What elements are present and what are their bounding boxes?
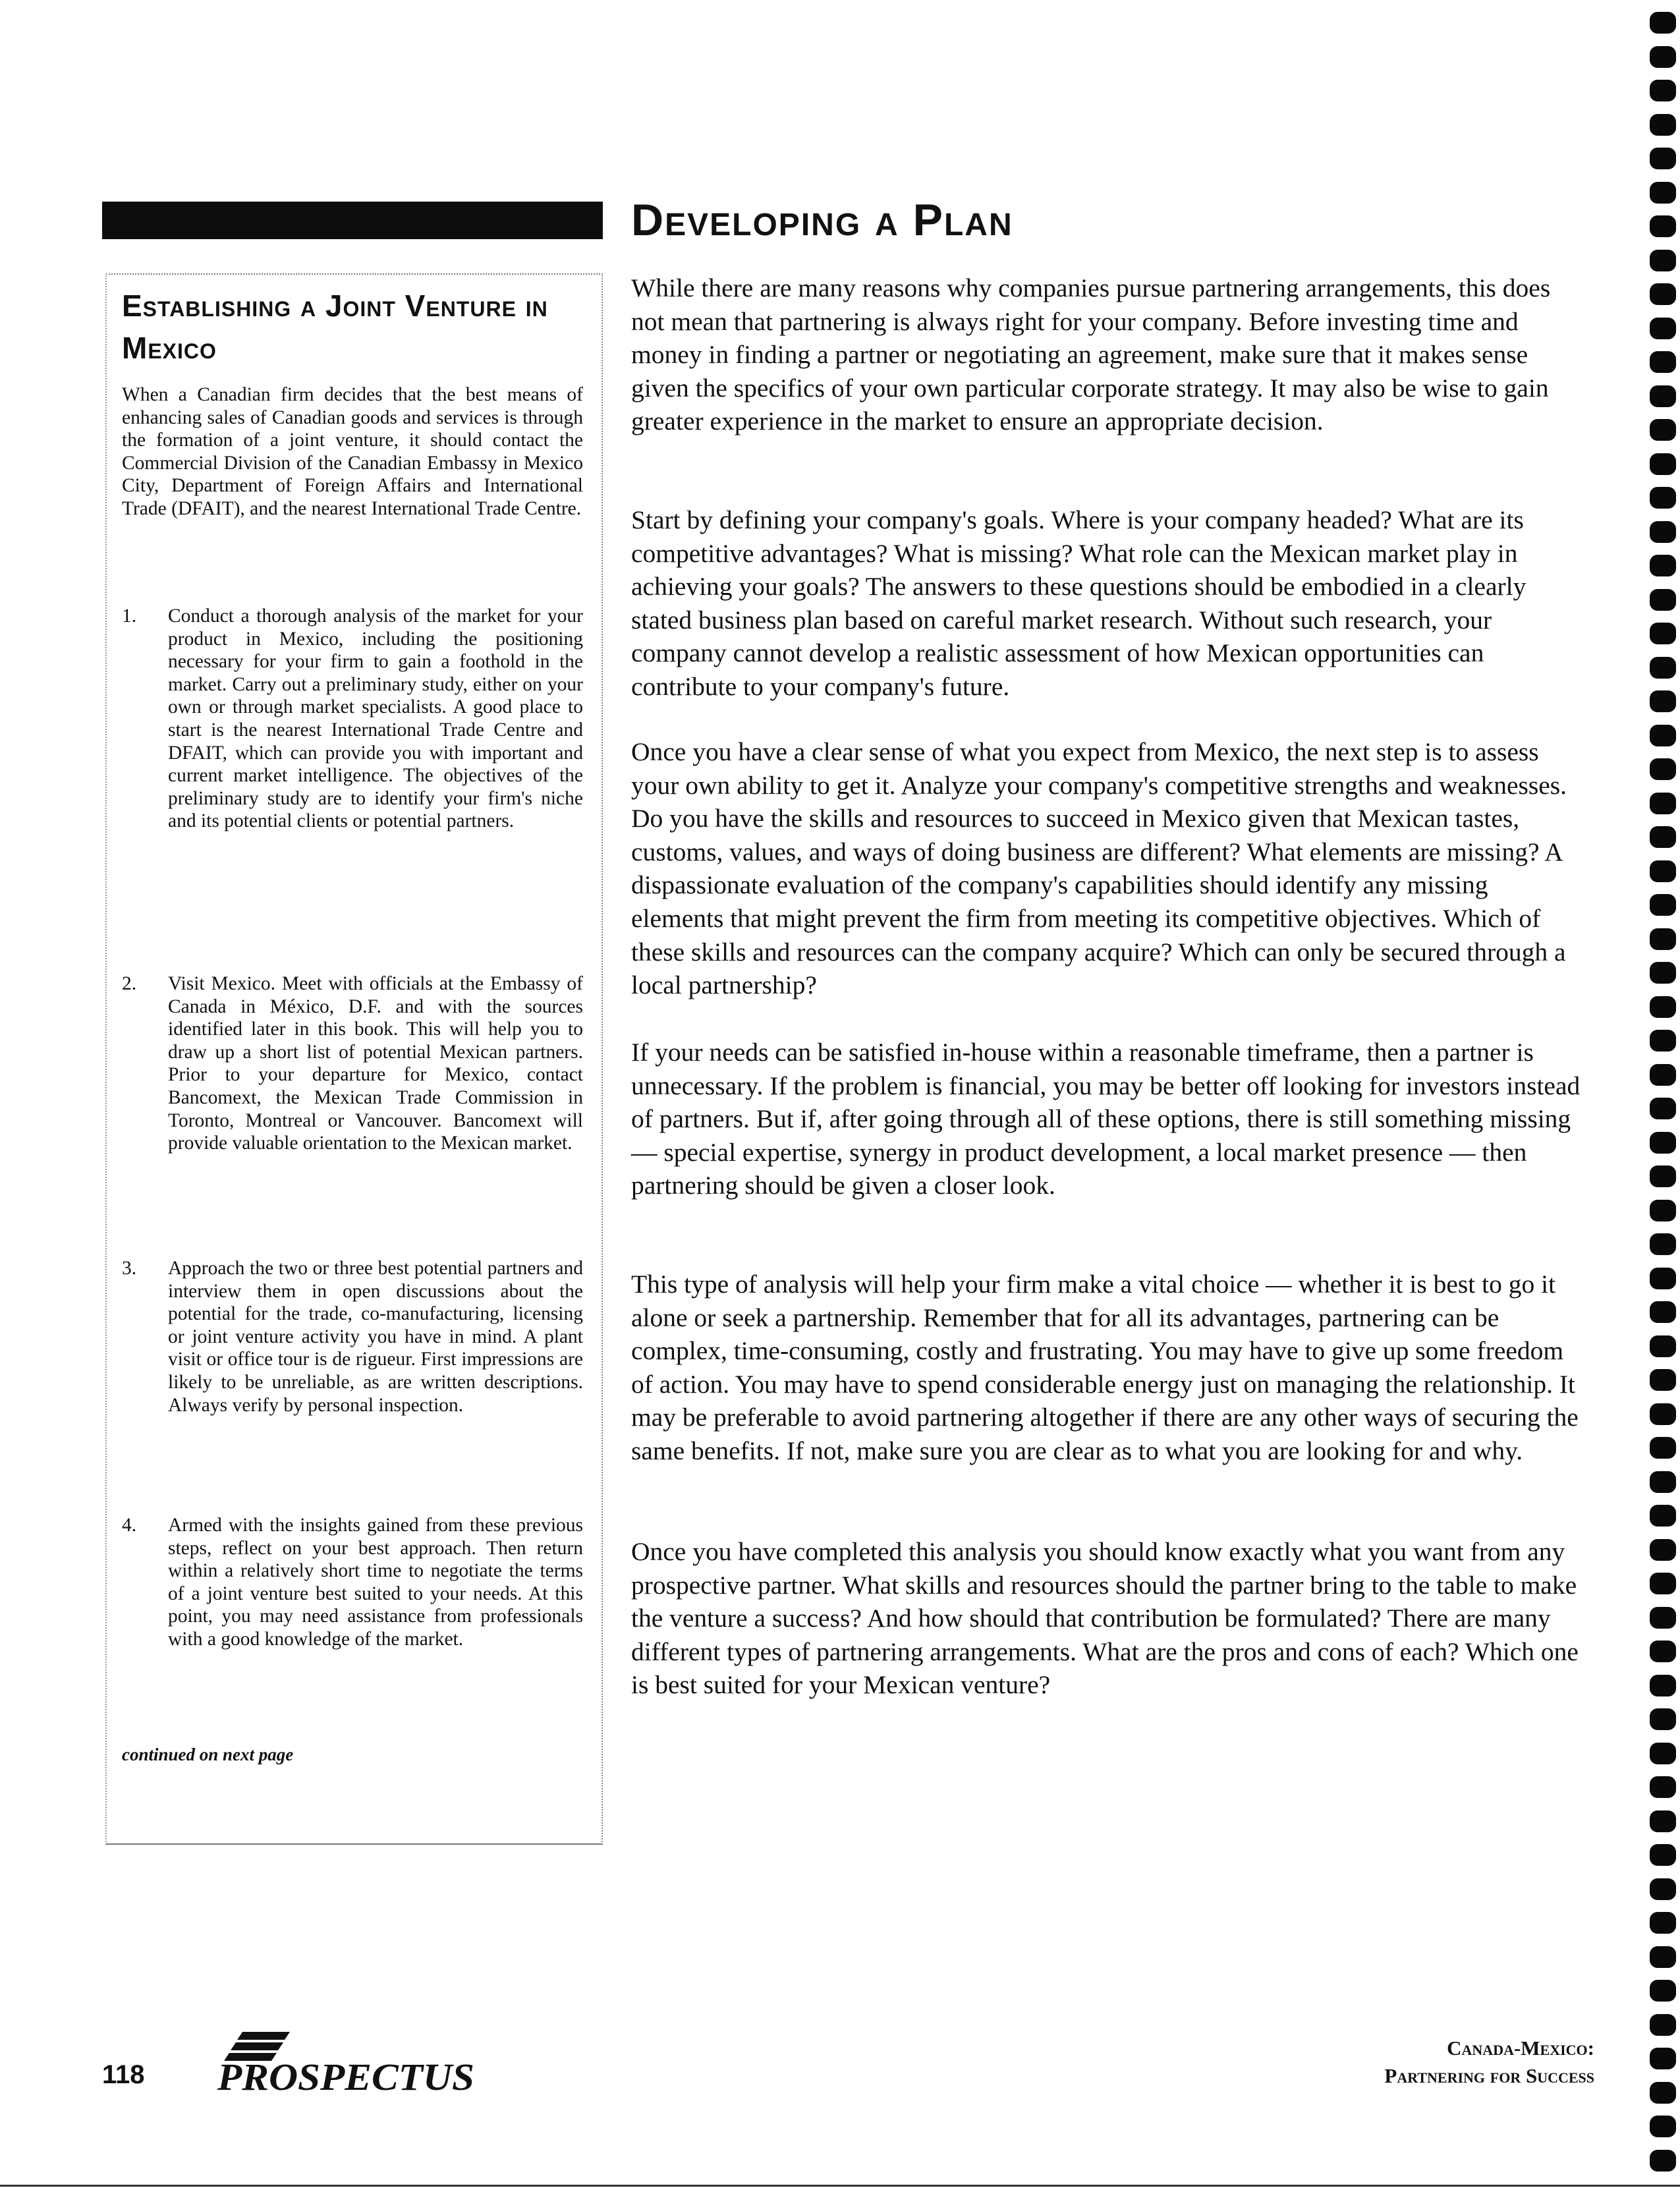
publication-title	[1384, 2034, 1594, 2090]
binding-hole	[1650, 758, 1676, 780]
binding-hole	[1650, 215, 1676, 237]
binding-hole	[1650, 1030, 1676, 1052]
body-paragraph-5: This type of analysis will help your firm make a vital choice — whether it is best to go it alone or seek a partnership. Remember that for all its advantages, partnering can be complex, time-consuming, costly and frustrating. You may have to give up some freedom of action. You may have to spend considerable energy just on managing the relationship. It may be preferable to avoid partnering altogether if there are any other ways of securing the same benefits. If not, make sure you are clear as to what you are looking for and why.	[631, 1270, 1579, 1465]
binding-hole	[1650, 385, 1676, 407]
binding-hole	[1650, 962, 1676, 984]
binding-hole	[1650, 1200, 1676, 1221]
binding-hole	[1650, 318, 1676, 339]
binding-hole	[1650, 283, 1676, 305]
sidebar-header-bar	[102, 202, 603, 239]
step-number: 3.	[122, 1258, 137, 1279]
publication-line-2: Partnering for Success	[1384, 2064, 1594, 2087]
binding-hole	[1650, 1607, 1676, 1629]
binding-hole	[1650, 1233, 1676, 1255]
binding-hole	[1650, 1505, 1676, 1527]
step-number: 4.	[122, 1515, 137, 1536]
binding-hole	[1650, 2150, 1676, 2172]
binding-hole	[1650, 1268, 1676, 1289]
sidebar-step-3	[122, 1257, 583, 1417]
binding-hole	[1650, 12, 1676, 34]
binding-hole	[1650, 1064, 1676, 1086]
binding-hole	[1650, 2082, 1676, 2104]
continued-note: continued on next page	[122, 1745, 294, 1764]
binding-hole	[1650, 419, 1676, 441]
step-text: Armed with the insights gained from these previous steps, reflect on your best approach. Then return within a relatively short time to negotiate the terms of a joint venture best suited to your needs. At this point, you may need assistance from professionals with a good knowledge of the market.	[168, 1515, 583, 1650]
binding-hole	[1650, 1878, 1676, 1900]
binding-hole	[1650, 690, 1676, 712]
body-paragraph-2: Start by defining your company's goals. Where is your company headed? What are its competitive advantages? What is missing? What role can the Mexican market play in achieving your goals? The answers to these questions should be embodied in a clearly stated business plan based on careful market research. Without such research, your company cannot develop a realistic assessment of how Mexican opportunities can contribute to your company's future.	[631, 505, 1526, 701]
binding-hole	[1650, 1165, 1676, 1187]
binding-hole	[1650, 793, 1676, 814]
binding-hole	[1650, 1437, 1676, 1459]
binding-hole	[1650, 1776, 1676, 1798]
binding-hole	[1650, 1471, 1676, 1493]
binding-hole	[1650, 1335, 1676, 1357]
binding-hole	[1650, 1301, 1676, 1323]
binding-hole	[1650, 351, 1676, 373]
binding-hole	[1650, 928, 1676, 950]
step-number: 1.	[122, 605, 137, 627]
binding-hole	[1650, 2048, 1676, 2069]
binding-hole	[1650, 1539, 1676, 1561]
binding-hole	[1650, 2014, 1676, 2036]
binding-hole	[1650, 826, 1676, 848]
page-bottom-rule	[0, 2185, 1680, 2187]
step-text: Conduct a thorough analysis of the market for your product in Mexico, including the positioning necessary for your firm to gain a foothold in the market. Carry out a preliminary study, either on your own or through market specialists. A good place to start is the nearest International Trade Centre and DFAIT, which can provide you with important and current market intelligence. The objectives of the preliminary study are to identify your firm's niche and its potential clients or potential partners.	[168, 605, 583, 832]
binding-hole	[1650, 148, 1676, 169]
prospectus-logo-icon	[203, 2029, 480, 2098]
step-number: 2.	[122, 973, 137, 994]
body-paragraph-4: If your needs can be satisfied in-house within a reasonable timeframe, then a partner is unnecessary. If the problem is financial, you may be better off looking for investors instead of partners. But if, after going through all of these options, there is still something missing — special expertise, synergy in product development, a local market presence — then partnering should be given a closer look.	[631, 1038, 1581, 1200]
binding-hole	[1650, 1641, 1676, 1662]
binding-hole	[1650, 589, 1676, 611]
publication-line-1: Canada-Mexico:	[1447, 2036, 1594, 2060]
binding-hole	[1650, 1098, 1676, 1119]
page-number: 118	[102, 2060, 145, 2089]
binding-hole	[1650, 487, 1676, 509]
binding-hole	[1650, 2116, 1676, 2137]
binding-hole	[1650, 1132, 1676, 1154]
binding-hole	[1650, 1369, 1676, 1391]
body-paragraph-6: Once you have completed this analysis you should know exactly what you want from any prospective partner. What skills and resources should the partner bring to the table to make the venture a success? And how should that contribution be formulated? There are many different types of partnering arrangements. What are the pros and cons of each? Which one is best suited for your Mexican venture?	[631, 1537, 1579, 1700]
step-text: Visit Mexico. Meet with officials at the Embassy of Canada in México, D.F. and with the sources identified later in this book. This will help you to draw up a short list of potential Mexican partners. Prior to your departure for Mexico, contact Bancomext, the Mexican Trade Commission in Toronto, Montreal or Vancouver. Bancomext will provide valuable orientation to the Mexican market.	[168, 973, 583, 1154]
binding-hole	[1650, 1403, 1676, 1425]
binding-hole	[1650, 657, 1676, 679]
binding-hole	[1650, 1708, 1676, 1730]
binding-hole	[1650, 521, 1676, 543]
sidebar-title: Establishing a Joint Venture in Mexico	[122, 289, 548, 365]
page-title: Developing a Plan	[631, 195, 1013, 245]
binding-hole	[1650, 860, 1676, 882]
sidebar-step-4	[122, 1514, 583, 1651]
binding-hole	[1650, 1912, 1676, 1934]
binding-hole	[1650, 1946, 1676, 1968]
binding-hole	[1650, 894, 1676, 916]
step-text: Approach the two or three best potential partners and interview them in open discussions about the potential for the trade, co-manufacturing, licensing or joint venture activity you have in mind. A plant visit or office tour is de rigueur. First impressions are likely to be unreliable, as are written descriptions. Always verify by personal inspection.	[168, 1258, 583, 1416]
spiral-binding-icon	[1650, 0, 1676, 2188]
binding-hole	[1650, 1573, 1676, 1594]
binding-hole	[1650, 1810, 1676, 1832]
binding-hole	[1650, 1743, 1676, 1764]
binding-hole	[1650, 1980, 1676, 2002]
sidebar-intro: When a Canadian firm decides that the best means of enhancing sales of Canadian goods and services is through the formation of a joint venture, it should contact the Commercial Division of the Canadian Embassy in Mexico City, Department of Foreign Affairs and International Trade (DFAIT), and the nearest International Trade Centre.	[122, 384, 583, 519]
binding-hole	[1650, 1844, 1676, 1866]
sidebar-step-1	[122, 605, 583, 833]
body-paragraph-3: Once you have a clear sense of what you expect from Mexico, the next step is to assess your own ability to get it. Analyze your company's competitive strengths and weaknesses. Do you have the skills and resources to succeed in Mexico given that Mexican tastes, customs, values, and ways of doing business are different? What elements are missing? A dispassionate evaluation of the company's capabilities should identify any missing elements that might prevent the firm from meeting its competitive objectives. Which of these skills and resources can the company acquire? Which can only be secured through a local partnership?	[631, 737, 1567, 1000]
binding-hole	[1650, 182, 1676, 204]
binding-hole	[1650, 996, 1676, 1018]
binding-hole	[1650, 250, 1676, 271]
binding-hole	[1650, 623, 1676, 644]
binding-hole	[1650, 725, 1676, 746]
sidebar-step-2	[122, 972, 583, 1155]
logo-text: PROSPECTUS	[216, 2056, 474, 2098]
binding-hole	[1650, 46, 1676, 68]
binding-hole	[1650, 114, 1676, 136]
binding-hole	[1650, 555, 1676, 576]
binding-hole	[1650, 453, 1676, 475]
body-paragraph-1: While there are many reasons why companies pursue partnering arrangements, this does not mean that partnering is always right for your company. Before investing time and money in finding a partner or negotiating an agreement, make sure that it makes sense given the specifics of your own particular corporate strategy. It may also be wise to gain greater experience in the market to ensure an appropriate decision.	[631, 273, 1551, 436]
binding-hole	[1650, 80, 1676, 101]
binding-hole	[1650, 1675, 1676, 1697]
